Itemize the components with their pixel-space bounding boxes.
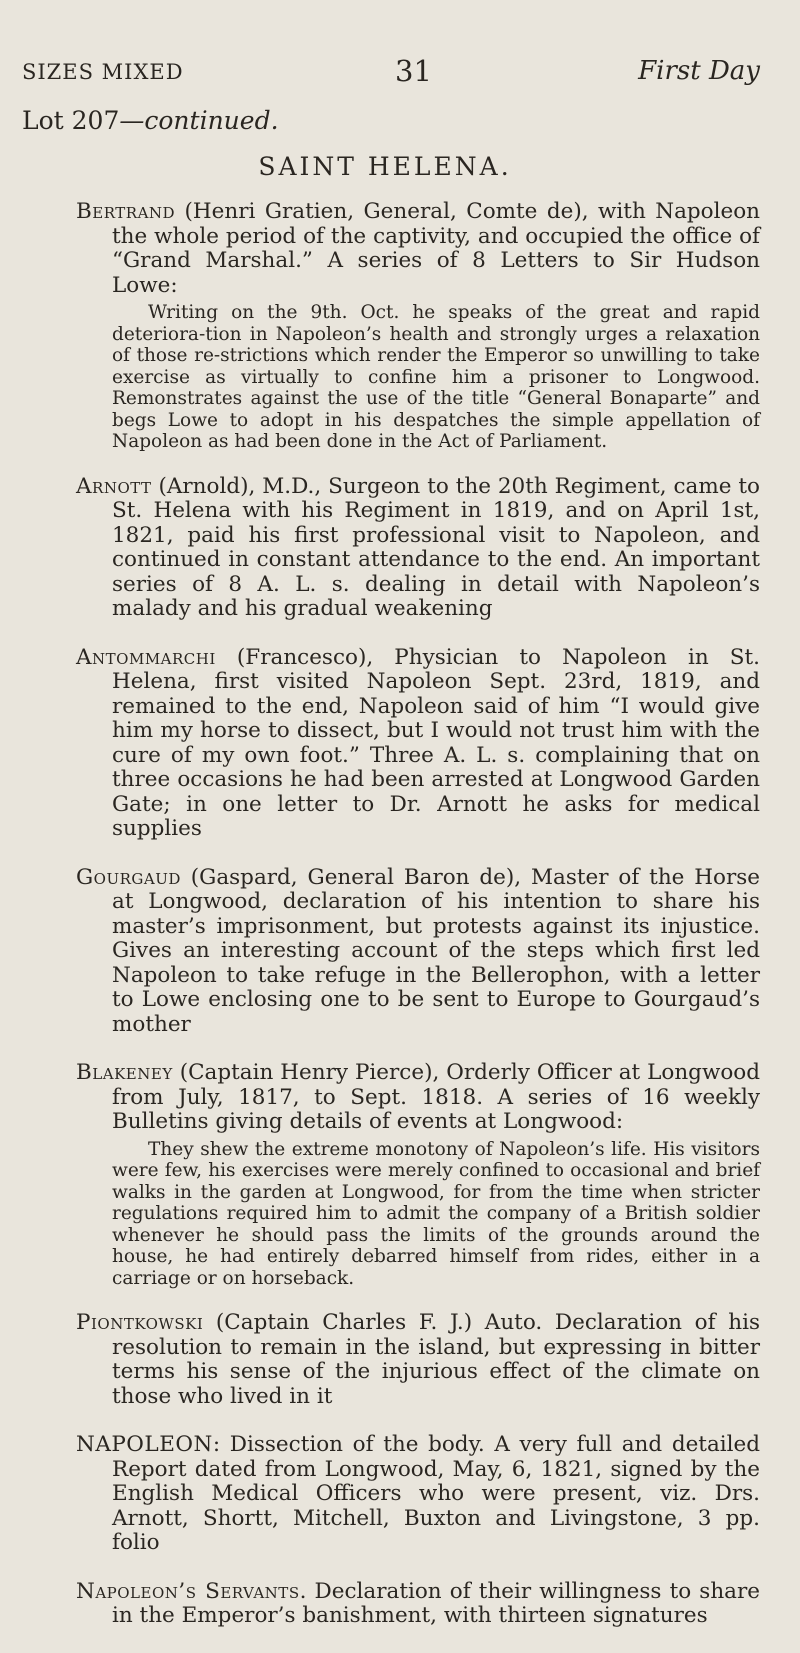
entry-text: : Dissection of the body. A very full and detailed Report dated from Longwood, May, 6, 1821, signed by the English Medical Officers who were present, viz. Drs. Arnott, Shortt, Mitchell, Buxton and Livingstone, 3 pp. folio <box>112 1432 760 1555</box>
running-head <box>0 54 800 92</box>
lot-header <box>22 106 279 135</box>
lot-number: Lot 207 <box>22 106 120 135</box>
page-number: 31 <box>395 54 432 88</box>
entry-gourgaud <box>76 864 760 1038</box>
section-title: SAINT HELENA. <box>258 152 512 181</box>
entry-antommarchi <box>76 644 760 842</box>
entry-name: Blakeney <box>76 1060 173 1085</box>
entry-blakeney <box>76 1060 760 1135</box>
entry-name: Piontkowski <box>76 1310 204 1335</box>
entry-name: Napoleon’s Servants <box>76 1578 300 1604</box>
entry-text: (Arnold), M.D., Surgeon to the 20th Regiment, came to St. Helena with his Regiment in 1819, and on April 1st, 1821, paid his first professional visit to Napoleon, and continued in constant attendance to the end. An important series of 8 A. L. s. dealing in detail with Napoleon’s malady and his gradual weakening <box>112 473 760 621</box>
entry-piontkowski <box>76 1310 760 1409</box>
entry-note-bertrand: Writing on the 9th. Oct. he speaks of the great and rapid deteriora-tion in Napoleon’s health and strongly urges a relaxation of those re-strictions which render the Emperor so unwilling to take exercise as virtually to confine him a prisoner to Longwood. Remonstrates against the use of the title “General Bonaparte” and begs Lowe to adopt in his despatches the simple appellation of Napoleon as had been done in the Act of Parliament. <box>112 302 760 452</box>
entry-note-blakeney: They shew the extreme monotony of Napoleon’s life. His visitors were few, his exercises were merely confined to occasional and brief walks in the garden at Longwood, for from the time when stricter regulations required him to admit the company of a British soldier whenever he should pass the limits of the grounds around the house, he had entirely debarred himself from rides, either in a carriage or on horseback. <box>112 1138 760 1289</box>
entry-bertrand <box>76 199 760 298</box>
entry-name: Antommarchi <box>76 644 216 670</box>
entry-name: Gourgaud <box>76 864 181 890</box>
entry-name: NAPOLEON <box>76 1432 213 1457</box>
entry-text: (Captain Henry Pierce), Orderly Officer at Longwood from July, 1817, to Sept. 1818. A series of 16 weekly Bulletins giving details of events at Longwood: <box>112 1060 760 1134</box>
entry-text: (Francesco), Physician to Napoleon in St. Helena, first visited Napoleon Sept. 23rd, 1819, and remained to the end, Napoleon said of him “I would give him my horse to dissect, but I would not trust him with the cure of my own foot.” Three A. L. s. complaining that on three occasions he had been arrested at Longwood Garden Gate; in one letter to Dr. Arnott he asks for medical supplies <box>112 644 760 841</box>
entry-napoleons-servants <box>76 1578 760 1629</box>
entry-text: (Gaspard, General Baron de), Master of the Horse at Longwood, declaration of his intention to share his master’s imprisonment, but protests against its injustice. Gives an interesting account of the steps which first led Napoleon to take refuge in the Bellerophon, with a letter to Lowe enclosing one to be sent to Europe to Gourgaud’s mother <box>112 864 760 1037</box>
entry-text: (Captain Charles F. J.) Auto. Declaration of his resolution to remain in the island, but expressing in bitter terms his sense of the injurious effect of the climate on those who lived in it <box>112 1310 760 1409</box>
entry-text: (Henri Gratien, General, Comte de), with Napoleon the whole period of the captivity, and occupied the office of “Grand Marshal.” A series of 8 Letters to Sir Hudson Lowe: <box>112 199 760 298</box>
running-head-right: First Day <box>638 56 760 86</box>
entry-arnott <box>76 473 760 622</box>
entry-list <box>0 200 800 1653</box>
entry-text: . Declaration of their willingness to share in the Emperor’s banishment, with thirteen signatures <box>112 1578 760 1628</box>
entry-napoleon-dissection <box>76 1432 760 1556</box>
entry-name: Bertrand <box>76 199 176 224</box>
entry-name: Arnott <box>76 473 152 499</box>
lot-continued: —continued. <box>119 106 279 135</box>
running-head-left: SIZES MIXED <box>22 60 184 84</box>
